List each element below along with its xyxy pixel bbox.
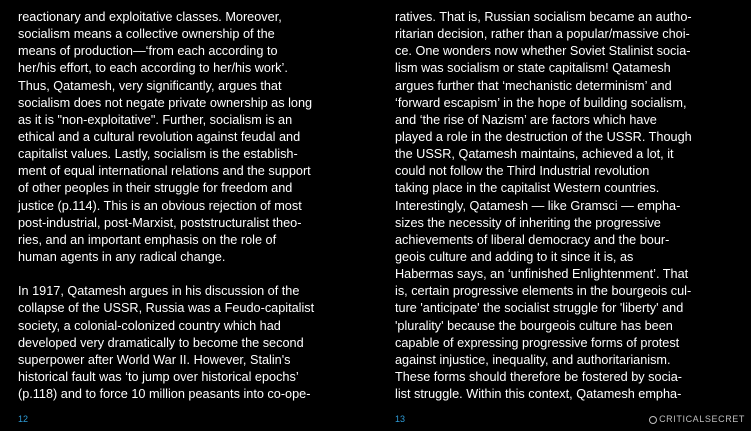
text-line: superpower after World War II. However, Stalin's xyxy=(18,352,291,367)
text-line: society, a colonial-colonized country which had xyxy=(18,318,281,333)
text-line: historical fault was ‘to jump over historical epochs’ xyxy=(18,369,299,384)
text-line: socialism means a collective ownership of the xyxy=(18,27,275,42)
publisher-mark xyxy=(649,414,745,425)
paragraph xyxy=(18,9,314,266)
text-line: ‘forward escapism’ in the hope of building socialism, xyxy=(395,95,687,110)
text-line: the USSR, Qatamesh maintains, achieved a lot, it xyxy=(395,147,674,162)
text-line: ethical and a cultural revolution against feudal and xyxy=(18,129,301,144)
text-line: argues further that ‘mechanistic determinism’ and xyxy=(395,78,672,93)
page-number: 13 xyxy=(395,414,406,424)
text-line: of other peoples in their struggle for freedom and xyxy=(18,181,293,196)
left-page-body xyxy=(18,9,314,403)
text-line: Thus, Qatamesh, very significantly, argues that xyxy=(18,78,282,93)
text-line: as it is "non-exploitative". Further, socialism is an xyxy=(18,112,293,127)
text-line: capitalist values. Lastly, socialism is the establish- xyxy=(18,147,298,162)
text-line: achievements of liberal democracy and the bour- xyxy=(395,232,670,247)
text-line: socialism does not negate private ownership as long xyxy=(18,95,313,110)
text-line: developed very dramatically to become the second xyxy=(18,335,304,350)
text-line: ce. One wonders now whether Soviet Stalinist socia- xyxy=(395,44,691,59)
text-line: capable of expressing progressive forms of protest xyxy=(395,335,680,350)
text-line: Habermas says, an ‘unfinished Enlightenment’. That xyxy=(395,267,689,282)
text-line: is, certain progressive elements in the bourgeois cul- xyxy=(395,284,692,299)
copyright-circle-icon xyxy=(649,416,657,424)
text-line: post-industrial, post-Marxist, poststructuralist theo- xyxy=(18,215,302,230)
text-line: ture 'anticipate' the socialist struggle for 'liberty' and xyxy=(395,301,684,316)
text-line: geois culture and adding to it since it is, as xyxy=(395,249,634,264)
text-line: Interestingly, Qatamesh — like Gramsci — empha- xyxy=(395,198,681,213)
text-line: collapse of the USSR, Russia was a Feudo-capitalist xyxy=(18,301,315,316)
paragraph-gap xyxy=(18,266,314,283)
right-page-body xyxy=(395,9,692,403)
text-line: sizes the necessity of inheriting the progressive xyxy=(395,215,661,230)
text-line: In 1917, Qatamesh argues in his discussion of the xyxy=(18,284,300,299)
text-line: list struggle. Within this context, Qatamesh empha- xyxy=(395,387,682,402)
text-line: justice (p.114). This is an obvious rejection of most xyxy=(18,198,302,213)
text-line: ratives. That is, Russian socialism became an autho- xyxy=(395,10,692,24)
text-line: means of production—‘from each according to xyxy=(18,44,278,59)
text-line: ries, and an important emphasis on the role of xyxy=(18,232,277,247)
text-line: her/his effort, to each according to her/his work’. xyxy=(18,61,288,76)
text-line: played a role in the destruction of the USSR. Though xyxy=(395,129,692,144)
text-line: These forms should therefore be fostered by socia- xyxy=(395,369,683,384)
text-line: reactionary and exploitative classes. Moreover, xyxy=(18,10,282,24)
text-line: human agents in any radical change. xyxy=(18,249,226,264)
publisher-name: CRITICALSECRET xyxy=(659,414,745,424)
text-line: lism was socialism or state capitalism! Qatamesh xyxy=(395,61,671,76)
text-line: 'plurality' because the bourgeois culture has been xyxy=(395,318,673,333)
text-line: (p.118) and to force 10 million peasants into co-ope- xyxy=(18,387,311,402)
page-number: 12 xyxy=(18,414,29,424)
text-line: and ‘the rise of Nazism’ are factors which have xyxy=(395,112,657,127)
text-line: taking place in the capitalist Western countries. xyxy=(395,181,660,196)
text-line: ritarian decision, rather than a popular/massive choi- xyxy=(395,27,690,42)
text-line: against injustice, inequality, and authoritarianism. xyxy=(395,352,671,367)
left-page xyxy=(0,0,360,431)
text-line: could not follow the Third Industrial revolution xyxy=(395,164,650,179)
paragraph xyxy=(18,283,314,403)
text-line: ment of equal international relations and the support xyxy=(18,164,311,179)
right-page xyxy=(375,0,751,431)
